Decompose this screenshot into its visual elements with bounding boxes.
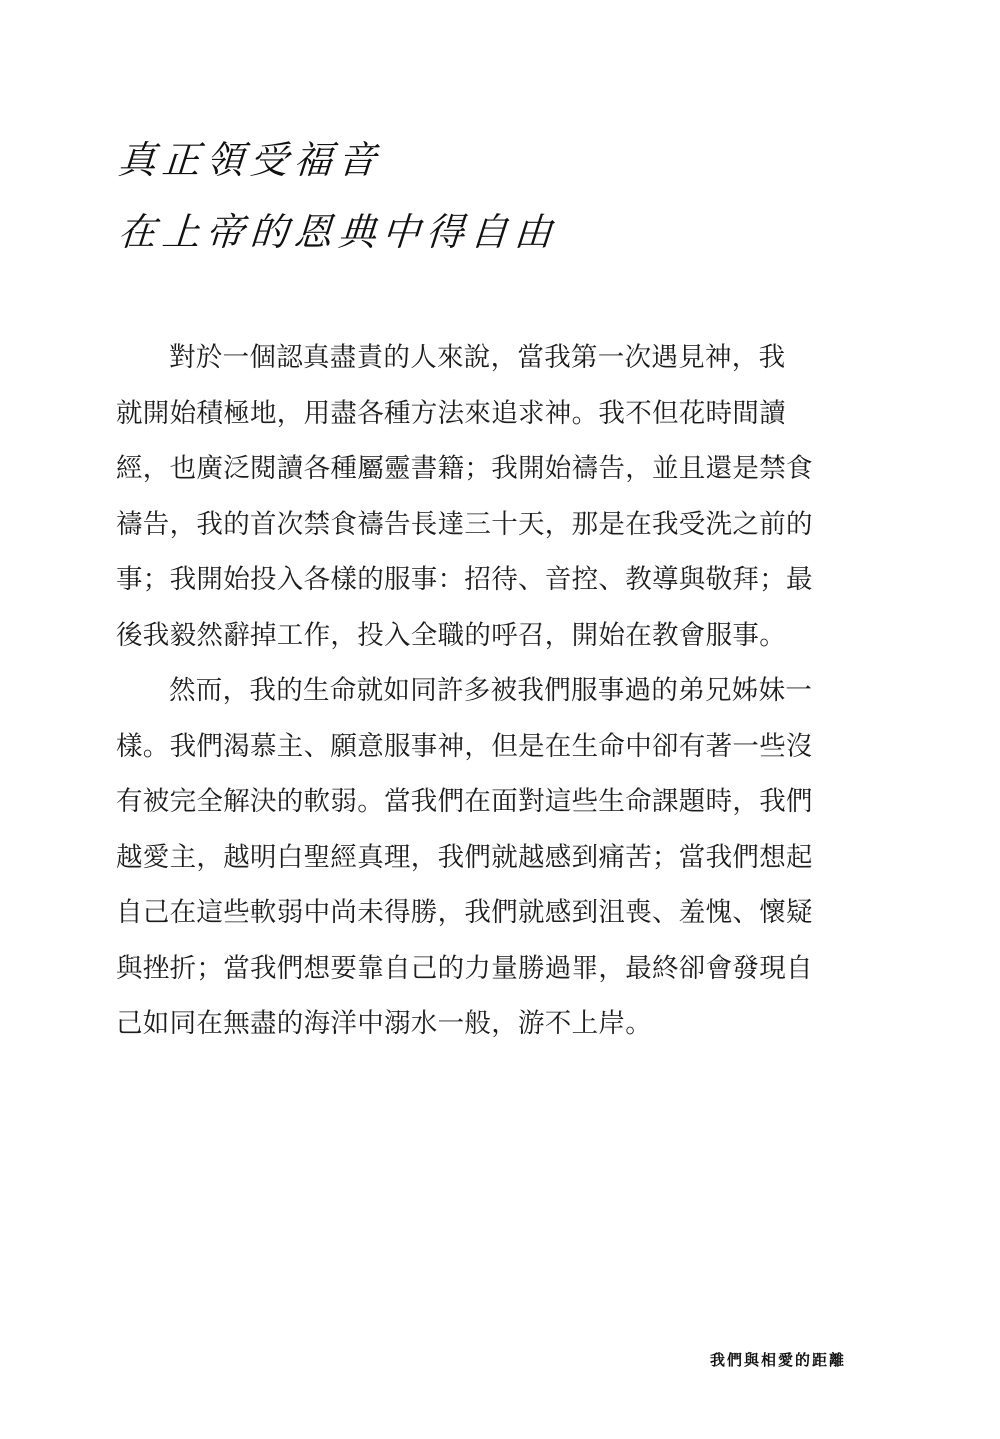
paragraph-line: 後我毅然辭掉工作，投入全職的呼召，開始在教會服事。 <box>116 619 786 651</box>
paragraph-line: 經，也廣泛閱讀各種屬靈書籍；我開始禱告，並且還是禁食 <box>116 453 813 484</box>
paragraph-line: 對於一個認真盡責的人來說，當我第一次遇見神，我 <box>169 342 786 373</box>
paragraph-line: 然而，我的生命就如同許多被我們服事過的弟兄姊妹一 <box>169 675 813 706</box>
title-line-2: 在上帝的恩典中得自由 <box>116 210 560 254</box>
paragraph-line: 就開始積極地，用盡各種方法來追求神。我不但花時間讀 <box>116 397 786 429</box>
paragraph-line: 事；我開始投入各樣的服事：招待、音控、教導與敬拜；最 <box>116 564 813 595</box>
running-footer-book-title: 我們與相愛的距離 <box>709 1351 846 1369</box>
paragraph-line: 自己在這些軟弱中尚未得勝，我們就感到沮喪、羞愧、懷疑 <box>116 897 813 928</box>
handwritten-title <box>118 140 558 252</box>
paragraph-line: 樣。我們渴慕主、願意服事神，但是在生命中卻有著一些沒 <box>116 730 813 762</box>
paragraph-line: 有被完全解決的軟弱。當我們在面對這些生命課題時，我們 <box>116 786 813 817</box>
paragraph-line: 己如同在無盡的海洋中溺水一般，游不上岸。 <box>116 1008 652 1039</box>
body-text <box>116 330 856 1052</box>
paragraph-line: 越愛主，越明白聖經真理，我們就越感到痛苦；當我們想起 <box>116 841 813 873</box>
paragraph-2 <box>116 663 856 1052</box>
paragraph-line: 禱告，我的首次禁食禱告長達三十天，那是在我受洗之前的 <box>116 508 813 540</box>
paragraph-line: 與挫折；當我們想要靠自己的力量勝過罪，最終卻會發現自 <box>116 952 813 984</box>
paragraph-1 <box>116 330 856 663</box>
title-line-1: 真正領受福音 <box>116 138 384 182</box>
